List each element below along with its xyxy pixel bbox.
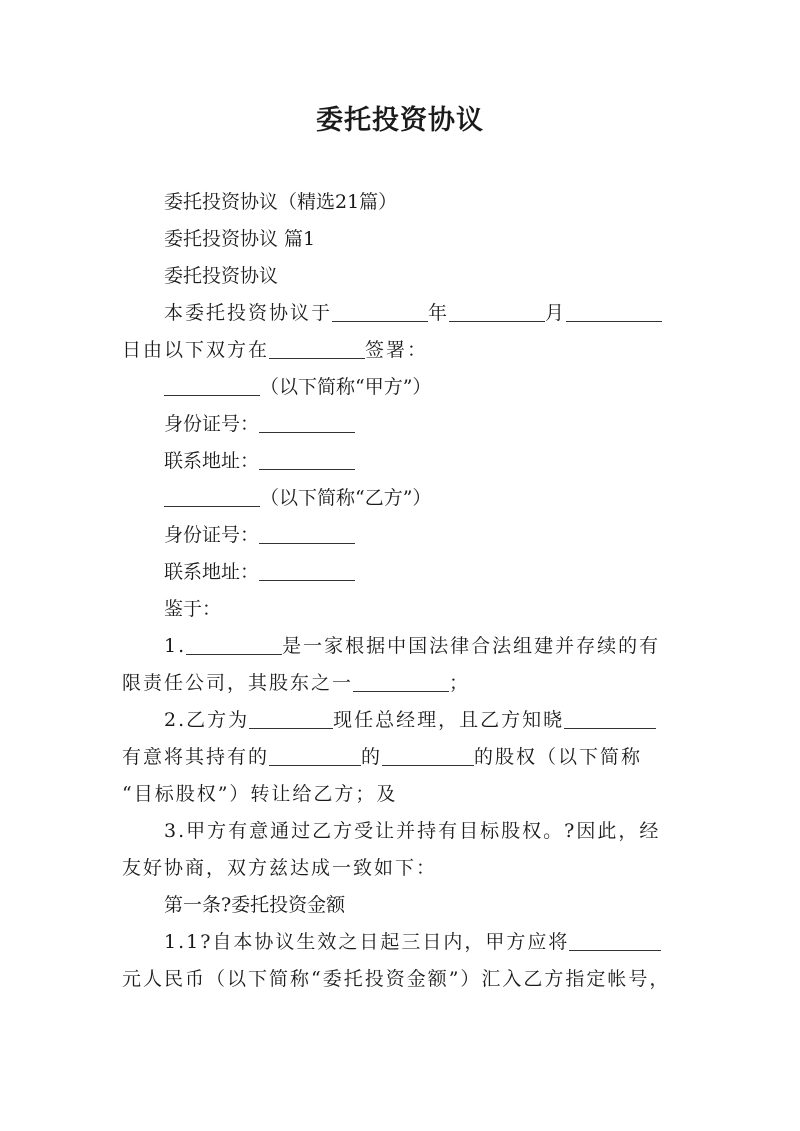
blank-id-b	[259, 523, 355, 544]
text: ；	[449, 672, 471, 694]
text: 日由以下双方在	[122, 339, 270, 361]
paragraph-line	[122, 226, 682, 263]
paragraph-line	[122, 337, 682, 374]
blank-amount	[569, 930, 661, 951]
text: 年	[428, 302, 450, 324]
blank-company	[186, 634, 282, 655]
blank-company-2	[249, 708, 333, 729]
paragraph-line	[122, 892, 682, 929]
text: 联系地址：	[164, 450, 260, 472]
text: 2.乙方为	[164, 709, 250, 731]
text: 身份证号：	[164, 413, 260, 435]
blank-day	[566, 301, 662, 322]
blank-address-b	[259, 560, 355, 581]
document-body	[122, 189, 682, 1003]
paragraph-line	[122, 855, 682, 892]
paragraph-line	[122, 781, 682, 818]
text: 3.甲方有意通过乙方受让并持有目标股权。?因此，经	[164, 820, 661, 842]
text: 的	[361, 746, 383, 768]
blank-shareholder	[353, 671, 449, 692]
text: “目标股权”）转让给乙方；及	[122, 783, 398, 805]
paragraph-line	[122, 485, 682, 522]
text: 本委托投资协议于	[164, 302, 333, 324]
paragraph-line	[122, 929, 682, 966]
blank-party-b	[164, 486, 260, 507]
paragraph-line	[122, 300, 682, 337]
paragraph-line	[122, 670, 682, 707]
paragraph-line	[122, 707, 682, 744]
blank-year	[332, 301, 428, 322]
text: 的股权（以下简称	[474, 746, 643, 768]
text: 签署：	[365, 339, 429, 361]
blank-company-3	[269, 745, 361, 766]
paragraph-line	[122, 522, 682, 559]
paragraph-line	[122, 818, 682, 855]
text: 现任总经理，且乙方知晓	[333, 709, 565, 731]
text-subtitle: 委托投资协议（精选21篇）	[164, 191, 398, 213]
paragraph-line	[122, 559, 682, 596]
text: 身份证号：	[164, 524, 260, 546]
blank-party-a	[164, 375, 260, 396]
blank-location	[269, 338, 365, 359]
text: 是一家根据中国法律合法组建并存续的有	[282, 635, 661, 657]
paragraph-line	[122, 596, 682, 633]
blank-address-a	[259, 449, 355, 470]
paragraph-line	[122, 189, 682, 226]
text: 1.1?自本协议生效之日起三日内，甲方应将	[164, 931, 570, 953]
text: 元人民币（以下简称“委托投资金额”）汇入乙方指定帐号，	[122, 968, 671, 990]
text: 有意将其持有的	[122, 746, 270, 768]
text-heading: 委托投资协议	[164, 265, 279, 287]
paragraph-line	[122, 374, 682, 411]
paragraph-line	[122, 411, 682, 448]
blank-name	[564, 708, 656, 729]
text-chapter: 委托投资协议 篇1	[164, 228, 316, 250]
text: （以下简称“乙方”）	[260, 487, 432, 509]
text: （以下简称“甲方”）	[260, 376, 432, 398]
blank-percentage	[382, 745, 474, 766]
text-article-heading: 第一条?委托投资金额	[164, 894, 346, 916]
text: 联系地址：	[164, 561, 260, 583]
text: 限责任公司，其股东之一	[122, 672, 354, 694]
blank-id-a	[259, 412, 355, 433]
paragraph-line	[122, 633, 682, 670]
document-title: 委托投资协议	[316, 105, 484, 136]
blank-month	[449, 301, 545, 322]
text: 1.	[164, 635, 187, 657]
paragraph-line	[122, 966, 682, 1003]
text: 月	[545, 302, 567, 324]
text: 鉴于：	[164, 598, 222, 620]
paragraph-line	[122, 448, 682, 485]
paragraph-line	[122, 263, 682, 300]
paragraph-line	[122, 744, 682, 781]
text: 友好协商，双方兹达成一致如下：	[122, 857, 438, 879]
